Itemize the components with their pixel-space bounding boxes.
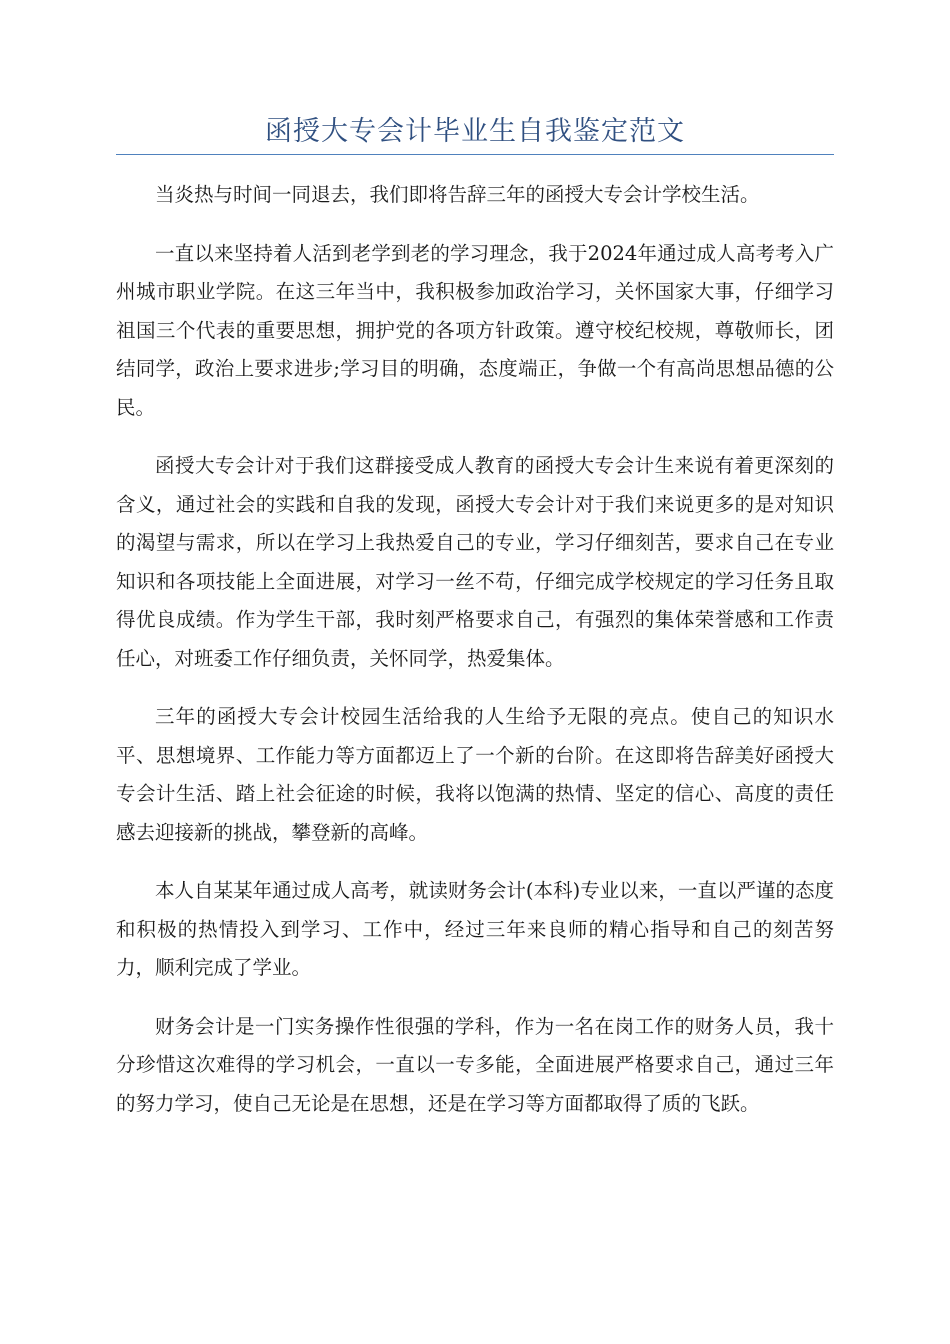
paragraph: 三年的函授大专会计校园生活给我的人生给予无限的亮点。使自己的知识水平、思想境界、工作能力等方面都迈上了一个新的台阶。在这即将告辞美好函授大专会计生活、踏上社会征途的时候，我将以饱满的热情、坚定的信心、高度的责任感去迎接新的挑战，攀登新的高峰。 — [116, 705, 834, 844]
paragraph: 本人自某某年通过成人高考，就读财务会计(本科)专业以来，一直以严谨的态度和积极的热情投入到学习、工作中，经过三年来良师的精心指导和自己的刻苦努力，顺利完成了学业。 — [116, 879, 834, 979]
page-title: 函授大专会计毕业生自我鉴定范文 — [265, 116, 685, 147]
title-block — [116, 112, 834, 155]
paragraph: 当炎热与时间一同退去，我们即将告辞三年的函授大专会计学校生活。 — [155, 183, 760, 206]
paragraph: 一直以来坚持着人活到老学到老的学习理念，我于2024年通过成人高考考入广州城市职业学院。在这三年当中，我积极参加政治学习，关怀国家大事，仔细学习祖国三个代表的重要思想，拥护党的各项方针政策。遵守校纪校规，尊敬师长，团结同学，政治上要求进步;学习目的明确，态度端正，争做一个有高尚思想品德的公民。 — [116, 241, 834, 419]
document-body — [116, 176, 834, 1143]
paragraph: 财务会计是一门实务操作性很强的学科，作为一名在岗工作的财务人员，我十分珍惜这次难得的学习机会，一直以一专多能，全面进展严格要求自己，通过三年的努力学习，使自己无论是在思想，还是在学习等方面都取得了质的飞跃。 — [116, 1014, 834, 1115]
title-underline — [116, 154, 834, 155]
paragraph: 函授大专会计对于我们这群接受成人教育的函授大专会计生来说有着更深刻的含义，通过社会的实践和自我的发现，函授大专会计对于我们来说更多的是对知识的渴望与需求，所以在学习上我热爱自己的专业，学习仔细刻苦，要求自己在专业知识和各项技能上全面进展，对学习一丝不苟，仔细完成学校规定的学习任务且取得优良成绩。作为学生干部，我时刻严格要求自己，有强烈的集体荣誉感和工作责任心，对班委工作仔细负责，关怀同学，热爱集体。 — [116, 454, 834, 670]
